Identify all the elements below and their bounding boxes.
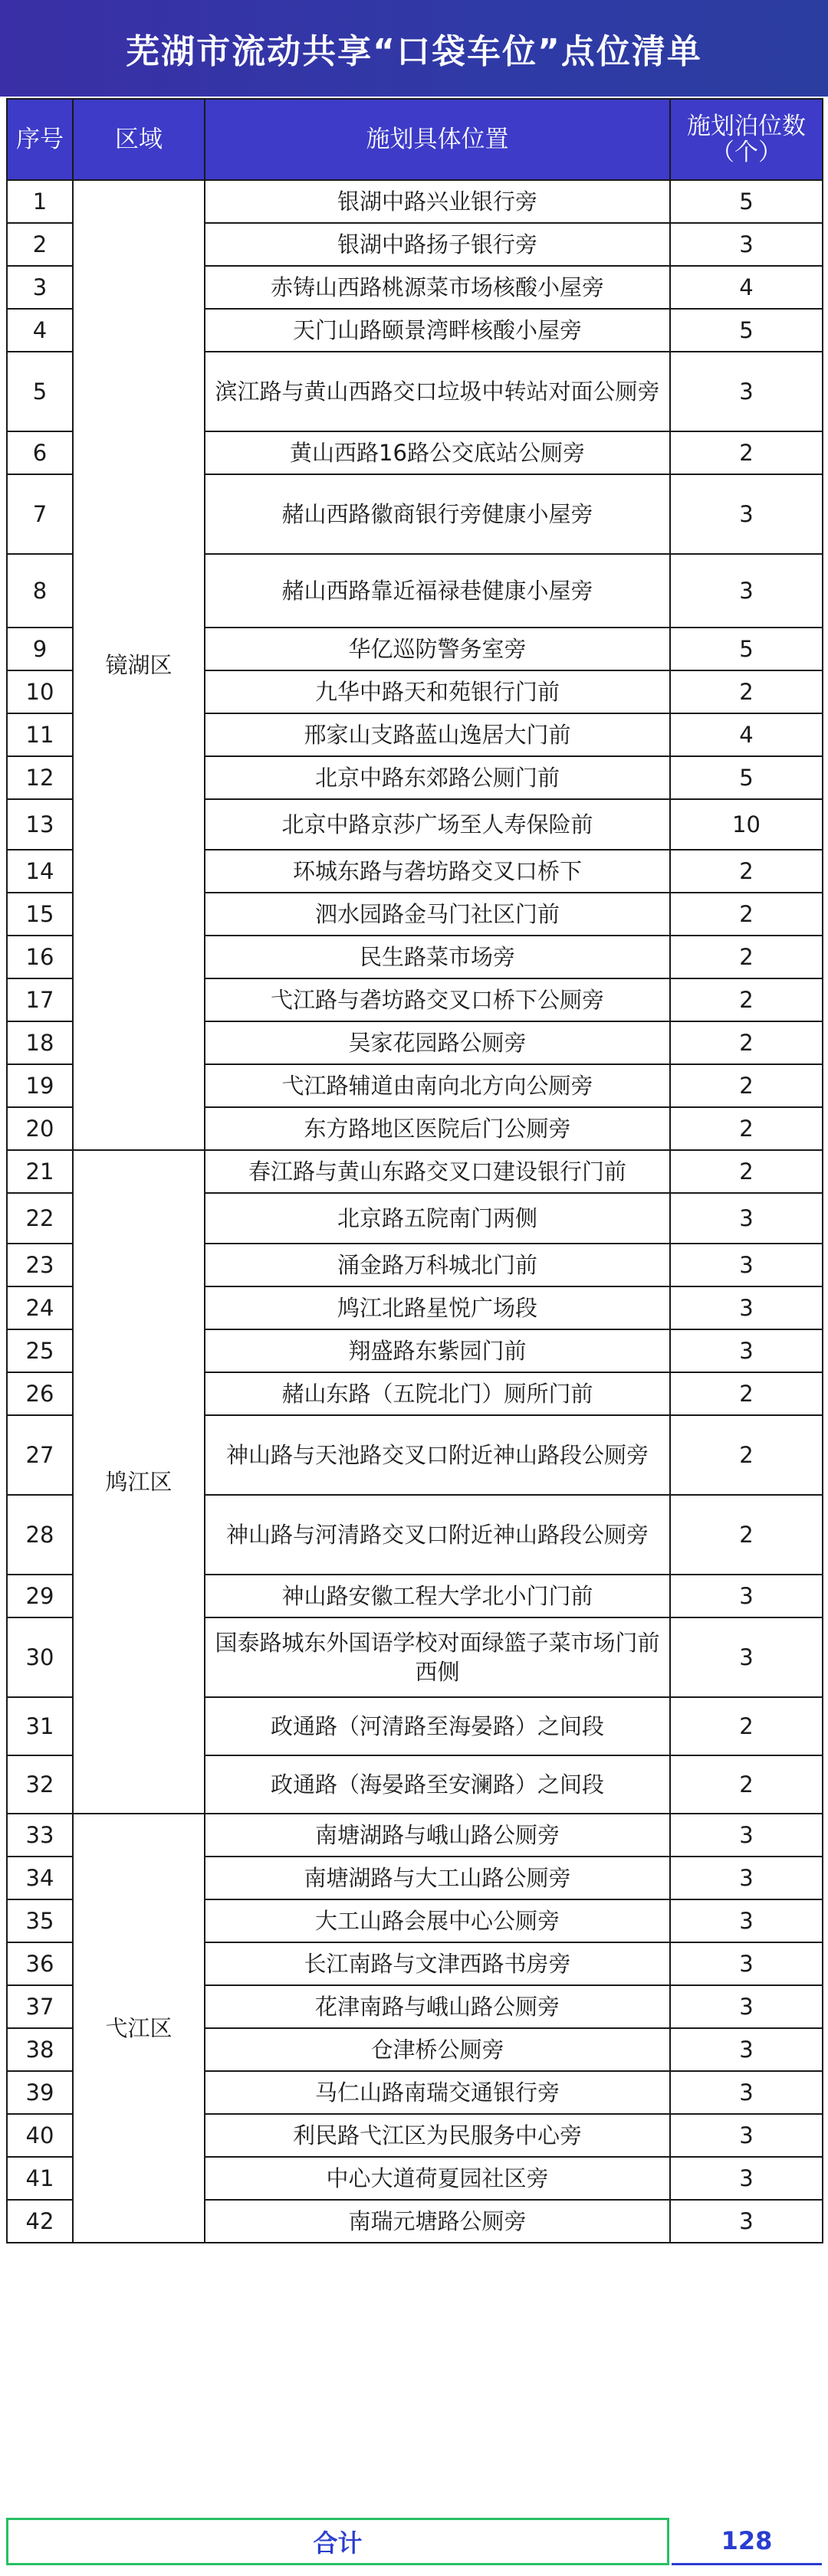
row-location: 银湖中路扬子银行旁 [205, 223, 670, 266]
row-count: 3 [670, 1286, 823, 1329]
row-count: 3 [670, 2071, 823, 2114]
row-index: 9 [7, 628, 73, 670]
row-index: 31 [7, 1697, 73, 1755]
header-location: 施划具体位置 [205, 99, 670, 180]
row-count: 3 [670, 2200, 823, 2243]
row-location: 仓津桥公厕旁 [205, 2028, 670, 2071]
row-location: 赤铸山西路桃源菜市场核酸小屋旁 [205, 266, 670, 309]
row-count: 3 [670, 2114, 823, 2157]
row-location: 天门山路颐景湾畔核酸小屋旁 [205, 309, 670, 352]
row-location: 赭山东路（五院北门）厕所门前 [205, 1372, 670, 1415]
row-count: 4 [670, 713, 823, 756]
row-count: 5 [670, 628, 823, 670]
row-count: 3 [670, 554, 823, 628]
row-count: 2 [670, 1495, 823, 1575]
row-location: 政通路（河清路至海晏路）之间段 [205, 1697, 670, 1755]
row-location: 马仁山路南瑞交通银行旁 [205, 2071, 670, 2114]
row-count: 3 [670, 1329, 823, 1372]
district-cell: 鸠江区 [73, 1150, 205, 1814]
row-location: 神山路安徽工程大学北小门门前 [205, 1575, 670, 1617]
row-count: 2 [670, 431, 823, 474]
row-count: 5 [670, 756, 823, 799]
row-index: 13 [7, 799, 73, 850]
row-index: 21 [7, 1150, 73, 1193]
total-value: 128 [672, 2518, 822, 2565]
row-location: 九华中路天和苑银行门前 [205, 670, 670, 713]
row-index: 5 [7, 352, 73, 431]
parking-list-table [6, 98, 823, 2243]
row-index: 4 [7, 309, 73, 352]
row-count: 2 [670, 893, 823, 936]
row-location: 邢家山支路蓝山逸居大门前 [205, 713, 670, 756]
row-location: 大工山路会展中心公厕旁 [205, 1899, 670, 1942]
row-count: 3 [670, 223, 823, 266]
header-index: 序号 [7, 99, 73, 180]
row-count: 2 [670, 1021, 823, 1064]
row-count: 2 [670, 1372, 823, 1415]
row-location: 民生路菜市场旁 [205, 936, 670, 978]
row-index: 6 [7, 431, 73, 474]
row-count: 5 [670, 180, 823, 223]
row-location: 环城东路与砻坊路交叉口桥下 [205, 850, 670, 893]
district-cell: 镜湖区 [73, 180, 205, 1150]
row-index: 42 [7, 2200, 73, 2243]
header-row [7, 99, 823, 180]
row-index: 16 [7, 936, 73, 978]
row-location: 涌金路万科城北门前 [205, 1244, 670, 1286]
row-location: 国泰路城东外国语学校对面绿篮子菜市场门前西侧 [205, 1617, 670, 1697]
row-location: 银湖中路兴业银行旁 [205, 180, 670, 223]
row-index: 29 [7, 1575, 73, 1617]
row-index: 33 [7, 1814, 73, 1857]
row-location: 泗水园路金马门社区门前 [205, 893, 670, 936]
row-count: 10 [670, 799, 823, 850]
district-cell: 弋江区 [73, 1814, 205, 2243]
row-location: 春江路与黄山东路交叉口建设银行门前 [205, 1150, 670, 1193]
table-body [7, 180, 823, 2243]
row-location: 东方路地区医院后门公厕旁 [205, 1107, 670, 1150]
row-index: 11 [7, 713, 73, 756]
row-location: 南瑞元塘路公厕旁 [205, 2200, 670, 2243]
row-location: 南塘湖路与峨山路公厕旁 [205, 1814, 670, 1857]
row-index: 41 [7, 2157, 73, 2200]
total-row [6, 2518, 822, 2568]
row-count: 3 [670, 1985, 823, 2028]
row-count: 3 [670, 474, 823, 554]
row-location: 利民路弋江区为民服务中心旁 [205, 2114, 670, 2157]
row-index: 17 [7, 978, 73, 1021]
row-location: 北京路五院南门两侧 [205, 1193, 670, 1244]
row-location: 南塘湖路与大工山路公厕旁 [205, 1857, 670, 1899]
header-count-line2: （个） [711, 139, 782, 166]
row-location: 弋江路辅道由南向北方向公厕旁 [205, 1064, 670, 1107]
row-count: 3 [670, 1942, 823, 1985]
row-count: 3 [670, 2028, 823, 2071]
row-index: 27 [7, 1415, 73, 1495]
header-count [670, 99, 823, 180]
row-count: 2 [670, 1415, 823, 1495]
table-row [7, 1150, 823, 1193]
row-index: 1 [7, 180, 73, 223]
row-location: 神山路与天池路交叉口附近神山路段公厕旁 [205, 1415, 670, 1495]
row-count: 2 [670, 1755, 823, 1814]
row-count: 2 [670, 1107, 823, 1150]
row-count: 3 [670, 1857, 823, 1899]
row-location: 翔盛路东紫园门前 [205, 1329, 670, 1372]
row-location: 中心大道荷夏园社区旁 [205, 2157, 670, 2200]
row-index: 38 [7, 2028, 73, 2071]
row-location: 赭山西路靠近福禄巷健康小屋旁 [205, 554, 670, 628]
table-row [7, 180, 823, 223]
row-location: 北京中路东郊路公厕门前 [205, 756, 670, 799]
row-location: 华亿巡防警务室旁 [205, 628, 670, 670]
row-index: 8 [7, 554, 73, 628]
row-index: 15 [7, 893, 73, 936]
row-count: 2 [670, 670, 823, 713]
row-count: 2 [670, 1150, 823, 1193]
row-count: 2 [670, 1064, 823, 1107]
row-index: 22 [7, 1193, 73, 1244]
header-district: 区域 [73, 99, 205, 180]
row-index: 24 [7, 1286, 73, 1329]
row-index: 39 [7, 2071, 73, 2114]
row-index: 32 [7, 1755, 73, 1814]
row-count: 3 [670, 1244, 823, 1286]
row-index: 23 [7, 1244, 73, 1286]
row-count: 4 [670, 266, 823, 309]
row-location: 北京中路京莎广场至人寿保险前 [205, 799, 670, 850]
row-location: 政通路（海晏路至安澜路）之间段 [205, 1755, 670, 1814]
table-header [7, 99, 823, 180]
row-index: 10 [7, 670, 73, 713]
row-location: 滨江路与黄山西路交口垃圾中转站对面公厕旁 [205, 352, 670, 431]
row-count: 3 [670, 1899, 823, 1942]
row-location: 长江南路与文津西路书房旁 [205, 1942, 670, 1985]
row-count: 2 [670, 1697, 823, 1755]
row-index: 40 [7, 2114, 73, 2157]
row-index: 25 [7, 1329, 73, 1372]
row-count: 3 [670, 2157, 823, 2200]
row-count: 3 [670, 1814, 823, 1857]
row-index: 7 [7, 474, 73, 554]
row-index: 36 [7, 1942, 73, 1985]
row-index: 14 [7, 850, 73, 893]
row-index: 3 [7, 266, 73, 309]
row-index: 18 [7, 1021, 73, 1064]
row-index: 37 [7, 1985, 73, 2028]
row-index: 35 [7, 1899, 73, 1942]
row-count: 2 [670, 850, 823, 893]
total-label: 合计 [6, 2518, 669, 2565]
row-location: 吴家花园路公厕旁 [205, 1021, 670, 1064]
row-location: 赭山西路徽商银行旁健康小屋旁 [205, 474, 670, 554]
row-index: 28 [7, 1495, 73, 1575]
row-count: 2 [670, 936, 823, 978]
row-index: 19 [7, 1064, 73, 1107]
row-count: 3 [670, 352, 823, 431]
row-index: 2 [7, 223, 73, 266]
row-index: 34 [7, 1857, 73, 1899]
page-title: 芜湖市流动共享“口袋车位”点位清单 [0, 0, 828, 97]
row-index: 12 [7, 756, 73, 799]
row-index: 30 [7, 1617, 73, 1697]
row-location: 神山路与河清路交叉口附近神山路段公厕旁 [205, 1495, 670, 1575]
header-count-line1: 施划泊位数 [687, 113, 806, 140]
row-count: 3 [670, 1575, 823, 1617]
row-location: 黄山西路16路公交底站公厕旁 [205, 431, 670, 474]
row-location: 弋江路与砻坊路交叉口桥下公厕旁 [205, 978, 670, 1021]
row-location: 花津南路与峨山路公厕旁 [205, 1985, 670, 2028]
row-index: 20 [7, 1107, 73, 1150]
row-count: 3 [670, 1193, 823, 1244]
row-count: 3 [670, 1617, 823, 1697]
row-count: 2 [670, 978, 823, 1021]
table-row [7, 1814, 823, 1857]
row-index: 26 [7, 1372, 73, 1415]
row-count: 5 [670, 309, 823, 352]
row-location: 鸠江北路星悦广场段 [205, 1286, 670, 1329]
